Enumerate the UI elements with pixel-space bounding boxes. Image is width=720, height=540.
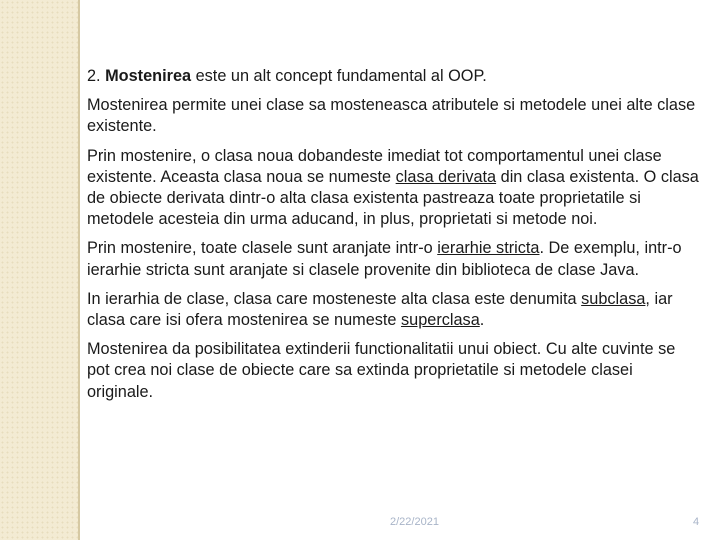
- paragraph-1: [87, 66, 702, 87]
- list-number: 2.: [87, 67, 106, 85]
- paragraph-6: Mostenirea da posibilitatea extinderii functionalitatii unui obiect. Cu alte cuvinte se pot crea noi clase de obiecte care sa extinda proprietatile si metodele clasei originale.: [87, 340, 676, 401]
- term-ierarhie-stricta: ierarhie stricta: [437, 239, 540, 258]
- paragraph-5-text-c: .: [479, 311, 485, 330]
- decorative-side-band: [0, 0, 78, 540]
- paragraph-4: [87, 238, 702, 280]
- term-superclasa: superclasa: [401, 311, 480, 330]
- page-number: 4: [693, 516, 700, 528]
- paragraph-4-text-b: . De exemplu, intr-o ierarhie stricta sunt aranjate si clasele provenite din biblioteca de clase Java.: [87, 239, 682, 279]
- paragraph-5-text-a: In ierarhia de clase, clasa care mosteneste alta clasa este denumita: [87, 289, 582, 308]
- paragraph-5: [87, 289, 702, 331]
- paragraph-2: Mostenirea permite unei clase sa mosteneasca atributele si metodele unei alte clase existente.: [87, 96, 696, 136]
- paragraph-3: [87, 146, 702, 231]
- bold-term: Mostenirea: [105, 67, 192, 85]
- term-clasa-derivata: clasa derivata: [395, 167, 497, 186]
- side-divider: [78, 0, 80, 540]
- paragraph-3-text-b: din clasa existenta. O clasa de obiecte derivata dintr-o alta clasa existenta pastreaza toate proprietatile si metodele acesteia din urma aducand, in plus, proprietati si metode noi.: [87, 167, 699, 229]
- slide-body: [87, 66, 702, 411]
- paragraph-1-text: este un alt concept fundamental al OOP.: [191, 67, 487, 85]
- paragraph-3-text-a: Prin mostenire, o clasa noua dobandeste imediat tot comportamentul unei clase existente. Aceasta clasa noua se numeste: [87, 146, 662, 186]
- paragraph-5-text-b: , iar clasa care isi ofera mostenirea se numeste: [87, 289, 673, 330]
- term-subclasa: subclasa: [581, 289, 646, 308]
- footer-date: 2/22/2021: [390, 516, 439, 528]
- paragraph-4-text-a: Prin mostenire, toate clasele sunt aranjate intr-o: [87, 239, 438, 258]
